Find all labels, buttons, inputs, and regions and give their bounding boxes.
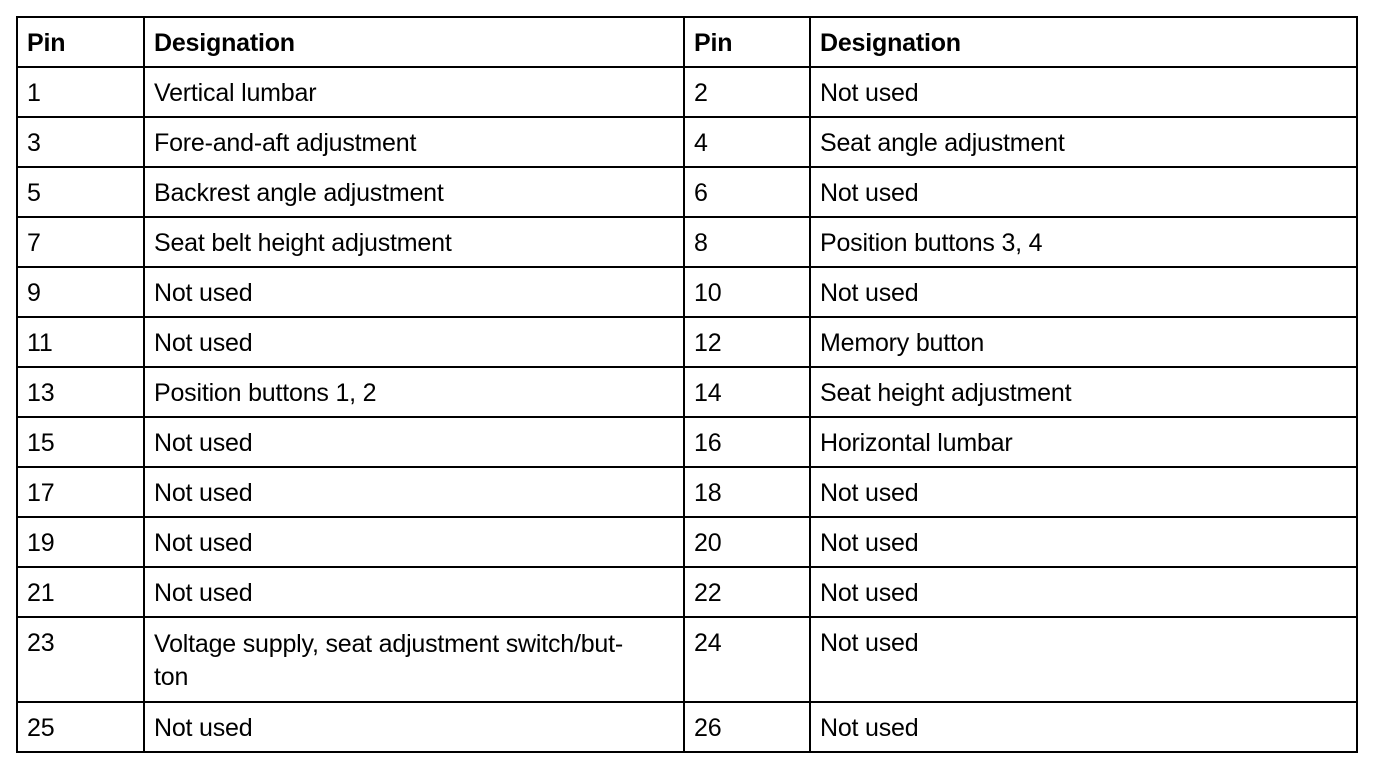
table-row	[17, 217, 1357, 267]
pin-cell: 2	[684, 67, 810, 117]
table-row	[17, 702, 1357, 752]
designation-cell: Not used	[810, 517, 1357, 567]
pin-assignment-table	[16, 16, 1358, 753]
pin-cell: 17	[17, 467, 144, 517]
pin-cell: 7	[17, 217, 144, 267]
designation-cell: Not used	[810, 67, 1357, 117]
designation-cell: Not used	[144, 567, 684, 617]
pin-cell: 3	[17, 117, 144, 167]
designation-cell: Not used	[144, 467, 684, 517]
pin-cell: 18	[684, 467, 810, 517]
designation-cell: Not used	[144, 517, 684, 567]
header-pin-left: Pin	[17, 17, 144, 67]
table-row	[17, 67, 1357, 117]
designation-cell: Not used	[144, 702, 684, 752]
designation-cell: Memory button	[810, 317, 1357, 367]
pin-cell: 10	[684, 267, 810, 317]
designation-cell: Fore-and-aft adjustment	[144, 117, 684, 167]
pin-cell: 15	[17, 417, 144, 467]
header-row	[17, 17, 1357, 67]
designation-cell: Voltage supply, seat adjustment switch/but- ton	[144, 617, 684, 702]
table-header	[17, 17, 1357, 67]
designation-cell: Not used	[810, 567, 1357, 617]
designation-cell: Not used	[810, 167, 1357, 217]
pin-cell: 26	[684, 702, 810, 752]
designation-cell: Seat angle adjustment	[810, 117, 1357, 167]
table-row	[17, 417, 1357, 467]
pin-cell: 5	[17, 167, 144, 217]
pin-cell: 20	[684, 517, 810, 567]
table-row	[17, 367, 1357, 417]
table-row	[17, 617, 1357, 702]
pin-cell: 14	[684, 367, 810, 417]
pin-cell: 19	[17, 517, 144, 567]
header-designation-left: Designation	[144, 17, 684, 67]
pin-cell: 4	[684, 117, 810, 167]
table-row	[17, 267, 1357, 317]
designation-cell: Not used	[810, 617, 1357, 702]
pin-cell: 16	[684, 417, 810, 467]
table-row	[17, 567, 1357, 617]
designation-cell: Seat height adjustment	[810, 367, 1357, 417]
designation-cell: Backrest angle adjustment	[144, 167, 684, 217]
designation-cell: Seat belt height adjustment	[144, 217, 684, 267]
designation-cell: Not used	[810, 467, 1357, 517]
pin-cell: 6	[684, 167, 810, 217]
pin-cell: 8	[684, 217, 810, 267]
pin-cell: 1	[17, 67, 144, 117]
designation-cell: Not used	[144, 417, 684, 467]
designation-cell: Position buttons 1, 2	[144, 367, 684, 417]
header-designation-right: Designation	[810, 17, 1357, 67]
pin-cell: 21	[17, 567, 144, 617]
pin-cell: 22	[684, 567, 810, 617]
table-row	[17, 517, 1357, 567]
pin-cell: 11	[17, 317, 144, 367]
table-row	[17, 117, 1357, 167]
pin-cell: 25	[17, 702, 144, 752]
pin-cell: 13	[17, 367, 144, 417]
table-row	[17, 167, 1357, 217]
pin-cell: 12	[684, 317, 810, 367]
designation-cell: Not used	[144, 267, 684, 317]
pin-cell: 24	[684, 617, 810, 702]
header-pin-right: Pin	[684, 17, 810, 67]
pin-cell: 23	[17, 617, 144, 702]
designation-cell: Horizontal lumbar	[810, 417, 1357, 467]
designation-cell: Not used	[810, 267, 1357, 317]
table-row	[17, 467, 1357, 517]
table-body	[17, 67, 1357, 752]
designation-cell: Not used	[144, 317, 684, 367]
designation-cell: Position buttons 3, 4	[810, 217, 1357, 267]
designation-cell: Vertical lumbar	[144, 67, 684, 117]
table-row	[17, 317, 1357, 367]
pin-cell: 9	[17, 267, 144, 317]
designation-cell: Not used	[810, 702, 1357, 752]
